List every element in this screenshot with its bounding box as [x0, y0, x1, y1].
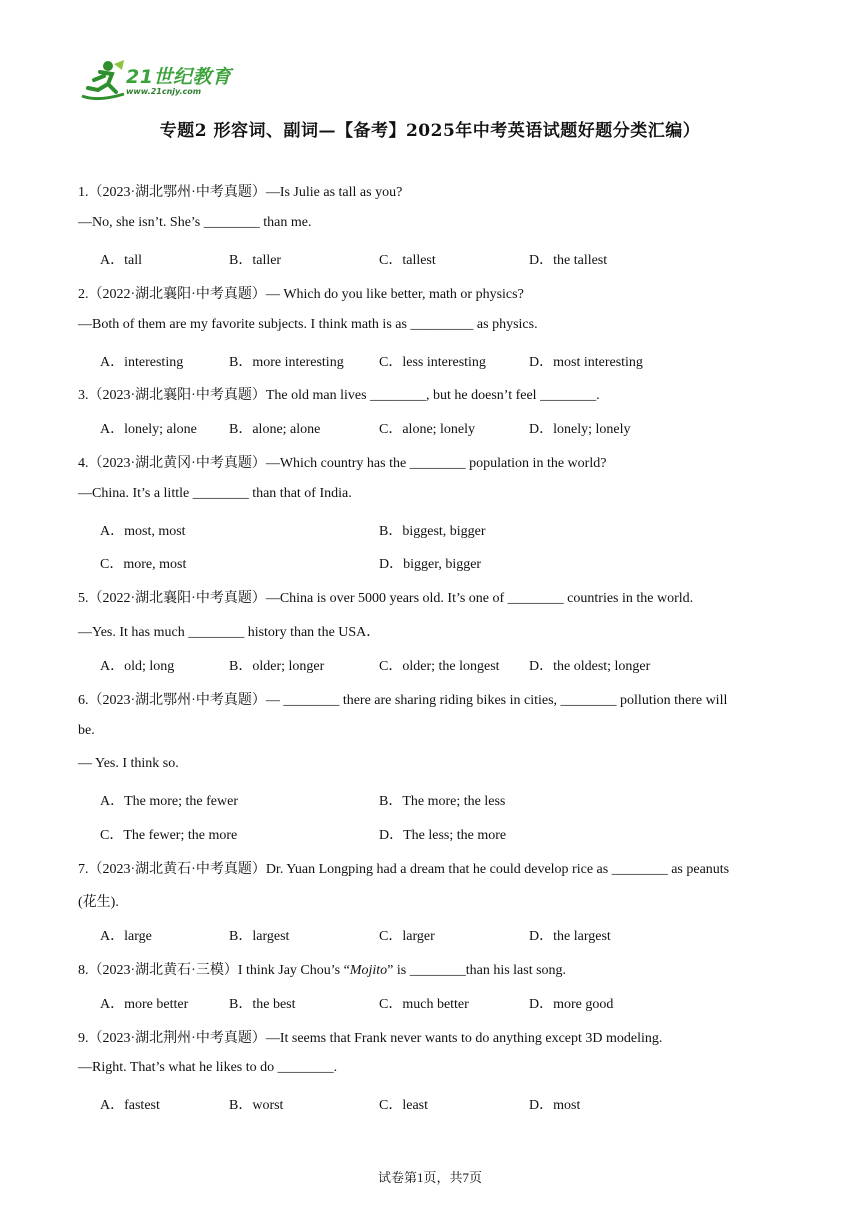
- question-5-option-b: B．older; longer: [229, 659, 325, 674]
- question-3-option-c: C．alone; lonely: [379, 422, 476, 437]
- question-5-option-d: D．the oldest; longer: [529, 659, 651, 674]
- question-1-option-a: A．tall: [100, 253, 142, 268]
- site-logo: [78, 58, 248, 104]
- question-9-stem-line-2: —Right. That’s what he likes to do ________.: [78, 1060, 338, 1075]
- question-3-option-d: D．lonely; lonely: [529, 422, 631, 437]
- question-4-stem-line-1: 4.（2023·湖北黄冈·中考真题）—Which country has the ________ population in the world?: [78, 456, 607, 471]
- question-6-option-b: B．The more; the less: [379, 794, 506, 809]
- question-3-option-b: B．alone; alone: [229, 422, 321, 437]
- question-4-stem-line-2: —China. It’s a little ________ than that of India.: [78, 486, 352, 501]
- question-4-option-b: B．biggest, bigger: [379, 524, 486, 539]
- question-5-stem-line-2: —Yes. It has much ________ history than the USA．: [78, 625, 381, 640]
- question-9-option-b: B．worst: [229, 1098, 284, 1113]
- question-1-stem-line-1: 1.（2023·湖北鄂州·中考真题）—Is Julie as tall as you?: [78, 185, 403, 200]
- question-9-stem-line-1: 9.（2023·湖北荆州·中考真题）—It seems that Frank never wants to do anything except 3D modeling.: [78, 1031, 663, 1046]
- page-footer: 试卷第1页，共7页: [377, 1170, 482, 1185]
- question-3-stem-line-1: 3.（2023·湖北襄阳·中考真题）The old man lives ________, but he doesn’t feel ________.: [78, 388, 600, 403]
- question-2-option-a: A．interesting: [100, 355, 184, 370]
- question-9-option-d: D．most: [529, 1098, 581, 1113]
- question-2-option-c: C．less interesting: [379, 355, 486, 370]
- question-6-stem-line-1: 6.（2023·湖北鄂州·中考真题）— ________ there are sharing riding bikes in cities, ________ pollution there will: [78, 693, 728, 708]
- question-9-option-a: A．fastest: [100, 1098, 160, 1113]
- question-7-option-b: B．largest: [229, 929, 290, 944]
- page-title: 专题2 形容词、副词—【备考】2025年中考英语试题好题分类汇编）: [159, 121, 701, 141]
- question-2-option-d: D．most interesting: [529, 355, 643, 370]
- question-9-option-c: C．least: [379, 1098, 428, 1113]
- question-1-option-c: C．tallest: [379, 253, 436, 268]
- question-8-option-b: B．the best: [229, 997, 296, 1012]
- question-8-option-a: A．more better: [100, 997, 189, 1012]
- question-8-stem-post: ” is ________than his last song.: [387, 963, 567, 978]
- question-1-stem-line-2: —No, she isn’t. She’s ________ than me.: [78, 215, 312, 230]
- question-5-stem-line-1: 5.（2022·湖北襄阳·中考真题）—China is over 5000 years old. It’s one of ________ countries in the world.: [78, 591, 694, 606]
- question-7-stem-line-1: 7.（2023·湖北黄石·中考真题）Dr. Yuan Longping had a dream that he could develop rice as ________ as peanuts: [78, 862, 730, 877]
- question-1-option-d: D．the tallest: [529, 253, 608, 268]
- question-8-stem-line-1: [78, 959, 566, 979]
- question-8-song-title: Mojito: [349, 963, 388, 978]
- question-5-option-c: C．older; the longest: [379, 659, 500, 674]
- question-6-stem-line-2: be.: [78, 723, 95, 738]
- runner-logo-icon: [78, 58, 128, 102]
- question-3-option-a: A．lonely; alone: [100, 422, 197, 437]
- question-7-option-a: A．large: [100, 929, 152, 944]
- question-7-option-c: C．larger: [379, 929, 435, 944]
- question-8-option-c: C．much better: [379, 997, 469, 1012]
- question-4-option-a: A．most, most: [100, 524, 186, 539]
- question-6-option-d: D．The less; the more: [379, 828, 507, 843]
- question-4-option-c: C．more, most: [100, 557, 187, 572]
- logo-text: 21世纪教育: [126, 66, 232, 88]
- question-5-option-a: A．old; long: [100, 659, 175, 674]
- question-2-option-b: B．more interesting: [229, 355, 344, 370]
- logo-url: www.21cnjy.com: [126, 87, 202, 96]
- question-2-stem-line-1: 2.（2022·湖北襄阳·中考真题）— Which do you like better, math or physics?: [78, 287, 524, 302]
- question-6-option-c: C．The fewer; the more: [100, 828, 238, 843]
- question-8-option-d: D．more good: [529, 997, 614, 1012]
- question-7-option-d: D．the largest: [529, 929, 611, 944]
- question-2-stem-line-2: —Both of them are my favorite subjects. I think math is as _________ as physics.: [78, 317, 538, 332]
- question-6-stem-line-3: — Yes. I think so.: [78, 756, 179, 771]
- question-7-stem-line-2: (花生).: [78, 895, 119, 910]
- question-1-option-b: B．taller: [229, 253, 282, 268]
- question-6-option-a: A．The more; the fewer: [100, 794, 238, 809]
- question-8-stem-pre: 8.（2023·湖北黄石·三模）I think Jay Chou’s “: [78, 963, 350, 978]
- question-4-option-d: D．bigger, bigger: [379, 557, 482, 572]
